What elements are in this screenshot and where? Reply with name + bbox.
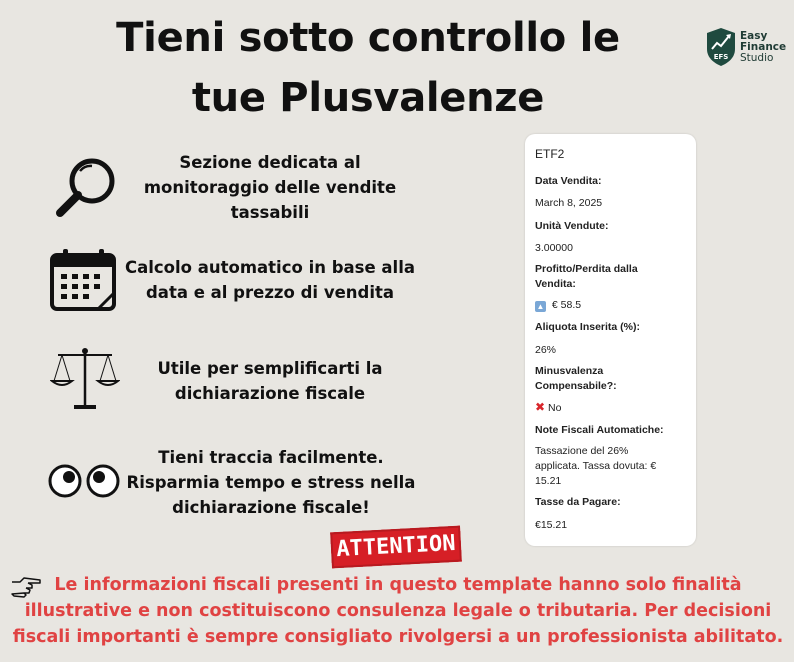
eyes-icon bbox=[48, 463, 120, 499]
pl-label: Profitto/Perdita dalla Vendita: bbox=[535, 263, 638, 290]
rate-value: 26% bbox=[535, 344, 557, 356]
svg-text:EFS: EFS bbox=[713, 53, 729, 61]
units-label: Unità Vendute: bbox=[535, 220, 609, 232]
magnifier-icon bbox=[52, 157, 118, 219]
notes-value: Tassazione del 26% applicata. Tassa dovuta: € 15.21 bbox=[535, 445, 657, 487]
disclaimer-text: Le informazioni fiscali presenti in questo template hanno solo finalità illustrative e non costituiscono consulenza legale o tributaria. Per decisioni fiscali importanti è sempre consigliato rivolgersi a un professionista abilitato. bbox=[12, 575, 784, 647]
tax-label: Tasse da Pagare: bbox=[535, 496, 621, 508]
pl-value: ▲ € 58.5 bbox=[536, 299, 582, 311]
feature-text: Utile per semplificarti la dichiarazione fiscale bbox=[157, 359, 383, 403]
rate-label: Aliquota Inserita (%): bbox=[535, 321, 641, 333]
sale-date-value: March 8, 2025 bbox=[535, 197, 603, 209]
sale-record-card bbox=[525, 134, 696, 546]
notes-label: Note Fiscali Automatiche: bbox=[535, 424, 664, 436]
scales-icon bbox=[50, 345, 120, 413]
units-value: 3.00000 bbox=[535, 242, 573, 254]
up-arrow-icon: ▲ bbox=[536, 302, 545, 311]
card-header: ETF2 bbox=[535, 147, 565, 161]
minus-label: Minusvalenza Compensabile?: bbox=[535, 365, 617, 392]
page-title: Tieni sotto controllo le tue Plusvalenze bbox=[116, 15, 620, 121]
calendar-icon bbox=[48, 247, 120, 313]
minus-value: ✖ No bbox=[535, 400, 562, 414]
sale-date-label: Data Vendita: bbox=[535, 175, 602, 187]
feature-text: Sezione dedicata al monitoraggio delle vendite tassabili bbox=[143, 153, 397, 222]
shield-logo-icon bbox=[706, 27, 736, 67]
attention-stamp: ATTENTION bbox=[330, 526, 462, 569]
tax-value: €15.21 bbox=[535, 519, 568, 531]
cross-icon: ✖ bbox=[535, 400, 546, 414]
feature-text: Calcolo automatico in base alla data e al prezzo di vendita bbox=[124, 258, 415, 302]
brand-logo: EFS Easy Finance Studio bbox=[706, 27, 786, 67]
feature-text: Tieni traccia facilmente. Risparmia tempo e stress nella dichiarazione fiscale! bbox=[126, 448, 416, 517]
